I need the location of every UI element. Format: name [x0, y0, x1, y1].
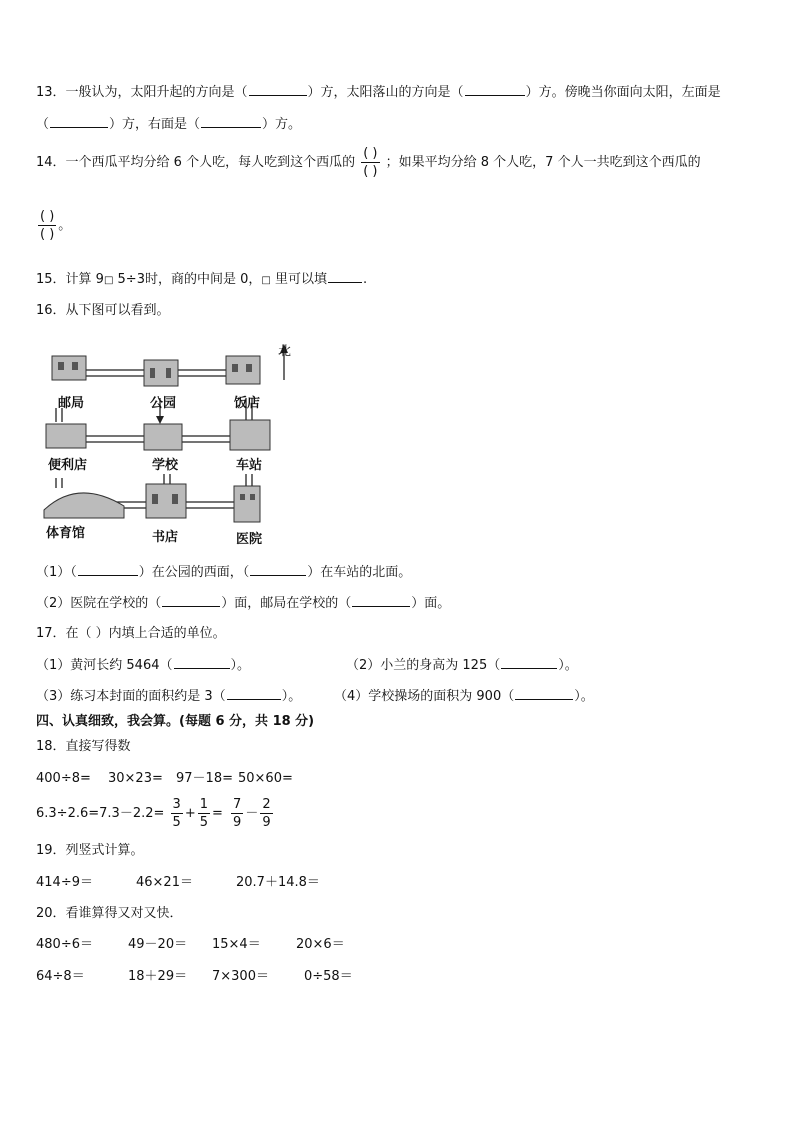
- post-office-icon: [52, 356, 86, 380]
- blank[interactable]: [465, 83, 525, 96]
- q19-prompt: 19．列竖式计算。: [36, 843, 144, 858]
- calc-item: 0÷58＝: [304, 969, 353, 984]
- calc-item: 20.7＋14.8＝: [236, 875, 320, 890]
- q17-s1: （1）黄河长约 5464（ ）。: [36, 658, 251, 673]
- answer-fraction[interactable]: $\frac{( )}{( )}$: [40, 209, 55, 242]
- q14-line2: $\frac{( )}{( )}$ 。: [40, 209, 72, 242]
- calc-item: 97－18=: [176, 771, 233, 786]
- q17-s3: （3）练习本封面的面积约是 3（ ）。: [36, 689, 302, 704]
- post-office-label: 邮局: [58, 396, 85, 411]
- north-label: 北: [278, 344, 292, 359]
- hotel-icon: [226, 356, 260, 384]
- q17-prompt: 17．在（ ）内填上合适的单位。: [36, 626, 226, 641]
- calc-item: 7.3－2.2=: [99, 806, 165, 821]
- q18-row2: 6.3÷2.6=7.3－2.2= $\frac{3}{5}$ + $\frac{1}{5}$ = $\frac{7}{9}$ － $\frac{2}{9}$: [36, 797, 271, 830]
- fraction: $\frac{1}{5}$: [199, 797, 208, 830]
- calc-item: 30×23=: [108, 771, 163, 786]
- blank[interactable]: [174, 656, 230, 669]
- map-lines: [38, 338, 300, 548]
- school-icon: [144, 424, 182, 450]
- q16-sub2: （2）医院在学校的（ ）面，邮局在学校的（ ）面。: [36, 596, 451, 611]
- hospital-label: 医院: [236, 532, 263, 547]
- q17-s4: （4）学校操场的面积为 900（ ）。: [334, 689, 594, 704]
- convenience-store-label: 便利店: [48, 458, 88, 473]
- calc-item: 7×300＝: [212, 969, 269, 984]
- calc-item: 480÷6＝: [36, 937, 93, 952]
- section-heading: 四、认真细致，我会算。(每题 6 分，共 18 分): [36, 714, 315, 729]
- park-icon: [144, 360, 178, 386]
- blank[interactable]: [515, 687, 573, 700]
- park-label: 公园: [150, 396, 177, 411]
- q19-items: [36, 874, 320, 892]
- calc-item: 64÷8＝: [36, 969, 85, 984]
- blank[interactable]: [227, 687, 281, 700]
- q20-row1: [36, 936, 345, 954]
- station-label: 车站: [236, 458, 263, 473]
- blank[interactable]: [162, 594, 220, 607]
- q16-sub1: （1）（ ）在公园的西面，（ ）在车站的北面。: [36, 565, 412, 580]
- q13-line2: （ ）方，右面是（ ）方。: [36, 117, 302, 132]
- blank[interactable]: [328, 270, 362, 283]
- q20-prompt: 20．看谁算得又对又快．: [36, 906, 183, 921]
- blank[interactable]: [249, 83, 307, 96]
- direction-map: [38, 338, 300, 548]
- gymnasium-label: 体育馆: [46, 526, 86, 541]
- blank[interactable]: [78, 563, 138, 576]
- calc-item: 49－20＝: [128, 937, 188, 952]
- blank[interactable]: [50, 115, 108, 128]
- calc-item: 46×21＝: [136, 875, 193, 890]
- q18-prompt: 18．直接写得数: [36, 739, 131, 754]
- convenience-store-icon: [46, 424, 86, 448]
- calc-item: 400÷8=: [36, 771, 91, 786]
- q15: 15．计算 9□ 5÷3时，商的中间是 0，□ 里可以填 .: [36, 272, 368, 287]
- station-icon: [230, 420, 270, 450]
- q18-row1: [36, 770, 293, 788]
- calc-item: 414÷9＝: [36, 875, 93, 890]
- hotel-label: 饭店: [234, 396, 261, 411]
- answer-fraction[interactable]: $\frac{( )}{( )}$: [363, 146, 378, 179]
- calc-item: 15×4＝: [212, 937, 261, 952]
- q17-s2: （2）小兰的身高为 125（ ）。: [346, 658, 578, 673]
- hospital-icon: [234, 486, 260, 522]
- fraction: $\frac{7}{9}$: [233, 797, 242, 830]
- bookstore-label: 书店: [152, 530, 179, 545]
- fraction: $\frac{3}{5}$: [172, 797, 181, 830]
- q20-row2: [36, 968, 353, 986]
- blank[interactable]: [501, 656, 557, 669]
- q14-line1: 14．一个西瓜平均分给 6 个人吃，每人吃到这个西瓜的 $\frac{( )}{( )}$ ；如果平均分给 8 个人吃，7 个人一共吃到这个西瓜的: [36, 146, 701, 179]
- calc-item: 6.3÷2.6=: [36, 806, 100, 821]
- q16-prompt: 16．从下图可以看到。: [36, 303, 170, 318]
- blank[interactable]: [201, 115, 261, 128]
- fraction: $\frac{2}{9}$: [262, 797, 271, 830]
- blank[interactable]: [250, 563, 306, 576]
- calc-item: 18＋29＝: [128, 969, 188, 984]
- blank[interactable]: [352, 594, 410, 607]
- calc-item: 20×6＝: [296, 937, 345, 952]
- gymnasium-icon: [44, 493, 124, 518]
- school-label: 学校: [152, 458, 179, 473]
- calc-item: 50×60=: [238, 771, 293, 786]
- q13-line1: 13．一般认为，太阳升起的方向是（ ）方，太阳落山的方向是（ ）方。傍晚当你面向太阳，左面是: [36, 85, 721, 100]
